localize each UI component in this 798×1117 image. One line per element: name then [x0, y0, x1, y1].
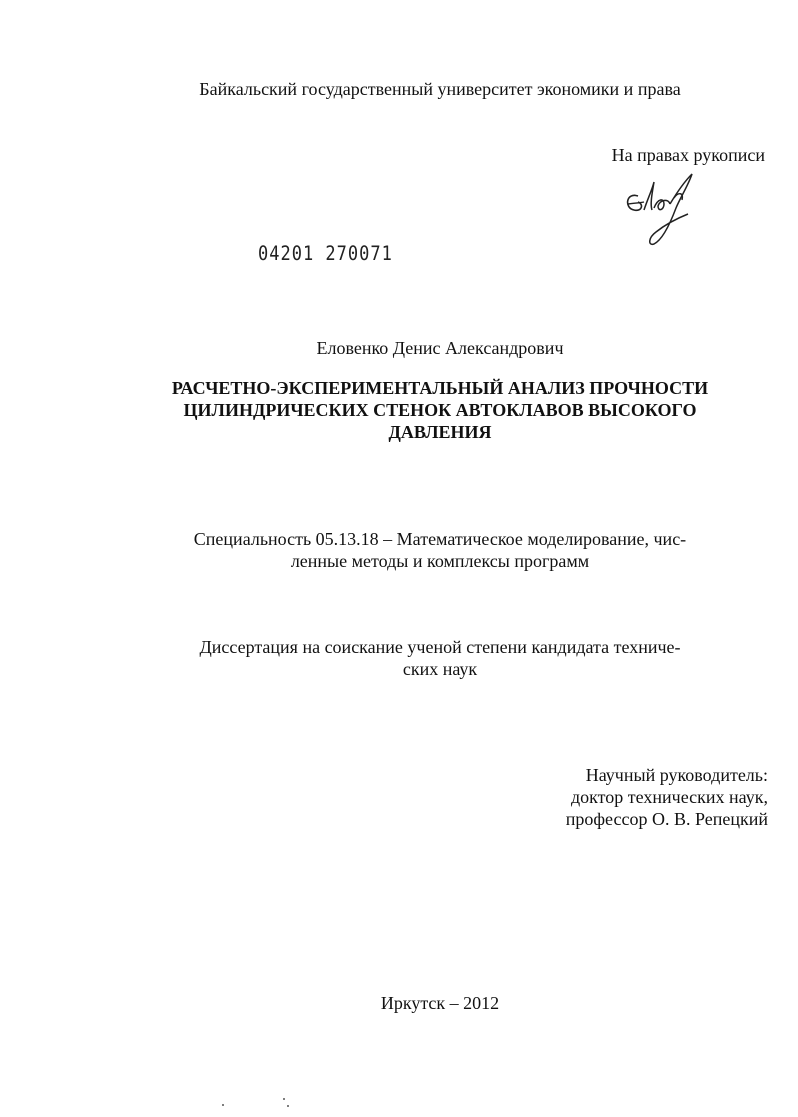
- dissertation-title: [120, 377, 760, 443]
- title-line: ЦИЛИНДРИЧЕСКИХ СТЕНОК АВТОКЛАВОВ ВЫСОКОГО: [183, 400, 697, 420]
- specialty-line: Специальность 05.13.18 – Математическое моделирование, чис-: [193, 529, 687, 549]
- specialty-block: [120, 528, 760, 572]
- scan-speck: [222, 1104, 224, 1106]
- degree-line: Диссертация на соискание ученой степени кандидата техниче-: [199, 637, 681, 657]
- city-year: Иркутск – 2012: [380, 993, 500, 1013]
- scan-speck: [283, 1098, 285, 1100]
- title-line: РАСЧЕТНО-ЭКСПЕРИМЕНТАЛЬНЫЙ АНАЛИЗ ПРОЧНОСТИ: [171, 378, 709, 398]
- degree-line: ских наук: [402, 659, 478, 679]
- title-line: ДАВЛЕНИЯ: [388, 422, 492, 442]
- specialty-line: ленные методы и комплексы программ: [290, 551, 590, 571]
- degree-block: [120, 636, 760, 680]
- author-name: Еловенко Денис Александрович: [316, 338, 564, 358]
- handwritten-signature: [618, 168, 708, 252]
- registration-stamp: 04201 270071: [258, 242, 393, 266]
- scan-speck: [287, 1105, 289, 1107]
- supervisor-name: профессор О. В. Репецкий: [565, 809, 768, 829]
- university-name: Байкальский государственный университет экономики и права: [199, 79, 681, 99]
- rights-notice: На правах рукописи: [611, 145, 765, 165]
- supervisor-block: [566, 764, 768, 830]
- supervisor-label: Научный руководитель:: [585, 765, 768, 785]
- supervisor-degree: доктор технических наук,: [571, 787, 768, 807]
